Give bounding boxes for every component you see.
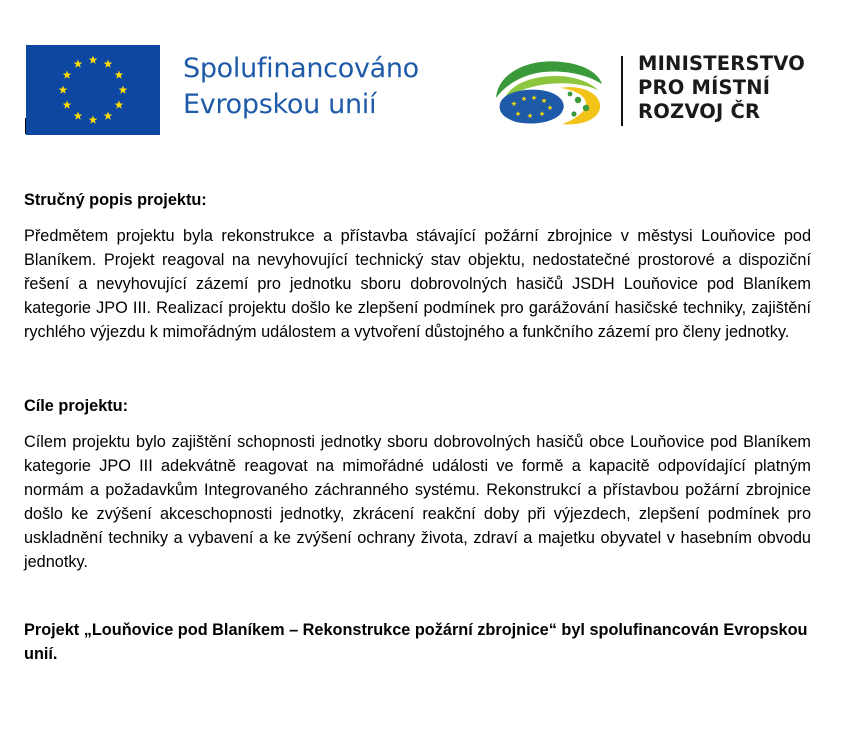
ministry-name	[638, 52, 805, 124]
svg-text:★: ★	[546, 104, 554, 112]
cofinancing-label	[183, 51, 419, 123]
logo-divider	[621, 56, 623, 126]
ministry-line-2: PRO MÍSTNÍ	[638, 76, 771, 99]
svg-text:★: ★	[514, 110, 522, 118]
svg-text:★: ★	[526, 112, 534, 120]
svg-text:★: ★	[538, 110, 546, 118]
mmr-emblem-icon	[490, 54, 606, 130]
cofinancing-line-2: Evropskou unií	[183, 89, 377, 120]
ministry-line-3: ROZVOJ ČR	[638, 100, 761, 123]
document-body	[24, 188, 811, 666]
description-text: Předmětem projektu byla rekonstrukce a přístavba stávající požární zbrojnice v městysi Louňovice pod Blaníkem. Projekt reagoval na nevyhovující technický stav objektu, nedostatečné prostorové a dispoziční řešení a nevyhovující zázemí pro jednotku sboru dobrovolných hasičů JSDH Louňovice pod Blaníkem kategorie JPO III. Realizací projektu došlo ke zlepšení podmínek pro garážování hasičské techniky, zajištění rychlého výjezdu k mimořádným událostem a vytvoření důstojného a funkčního zázemí pro členy jednotky.	[24, 227, 811, 341]
svg-text:★: ★	[540, 97, 548, 105]
goals-text: Cílem projektu bylo zajištění schopnosti jednotky sboru dobrovolných hasičů obce Louňovice pod Blaníkem kategorie JPO III adekvátně reagovat na mimořádné události ve formě a kapacitě odpovídající platným normám a požadavkům Integrovaného záchranného systému. Rekonstrukcí a přístavbou požární zbrojnice došlo ke zvýšení akceschopnosti jednotky, zkrácení reakční doby při výjezdech, zlepšení podmínek pro uskladnění techniky a vybavení a ke zvýšení ochrany života, zdraví a majetku obyvatel v hasebním obvodu jednotky.	[24, 433, 811, 571]
svg-text:★: ★	[520, 95, 528, 103]
text-cursor	[25, 118, 26, 134]
eu-flag-icon	[26, 45, 160, 135]
ministry-line-1: MINISTERSTVO	[638, 52, 805, 75]
closing-statement: Projekt „Louňovice pod Blaníkem – Rekonstrukce požární zbrojnice“ byl spolufinancován Evropskou unií.	[24, 621, 808, 663]
cofinancing-line-1: Spolufinancováno	[183, 53, 419, 84]
description-heading: Stručný popis projektu:	[24, 191, 207, 209]
svg-text:★: ★	[530, 94, 538, 102]
goals-heading: Cíle projektu:	[24, 397, 129, 415]
svg-text:★: ★	[510, 100, 518, 108]
